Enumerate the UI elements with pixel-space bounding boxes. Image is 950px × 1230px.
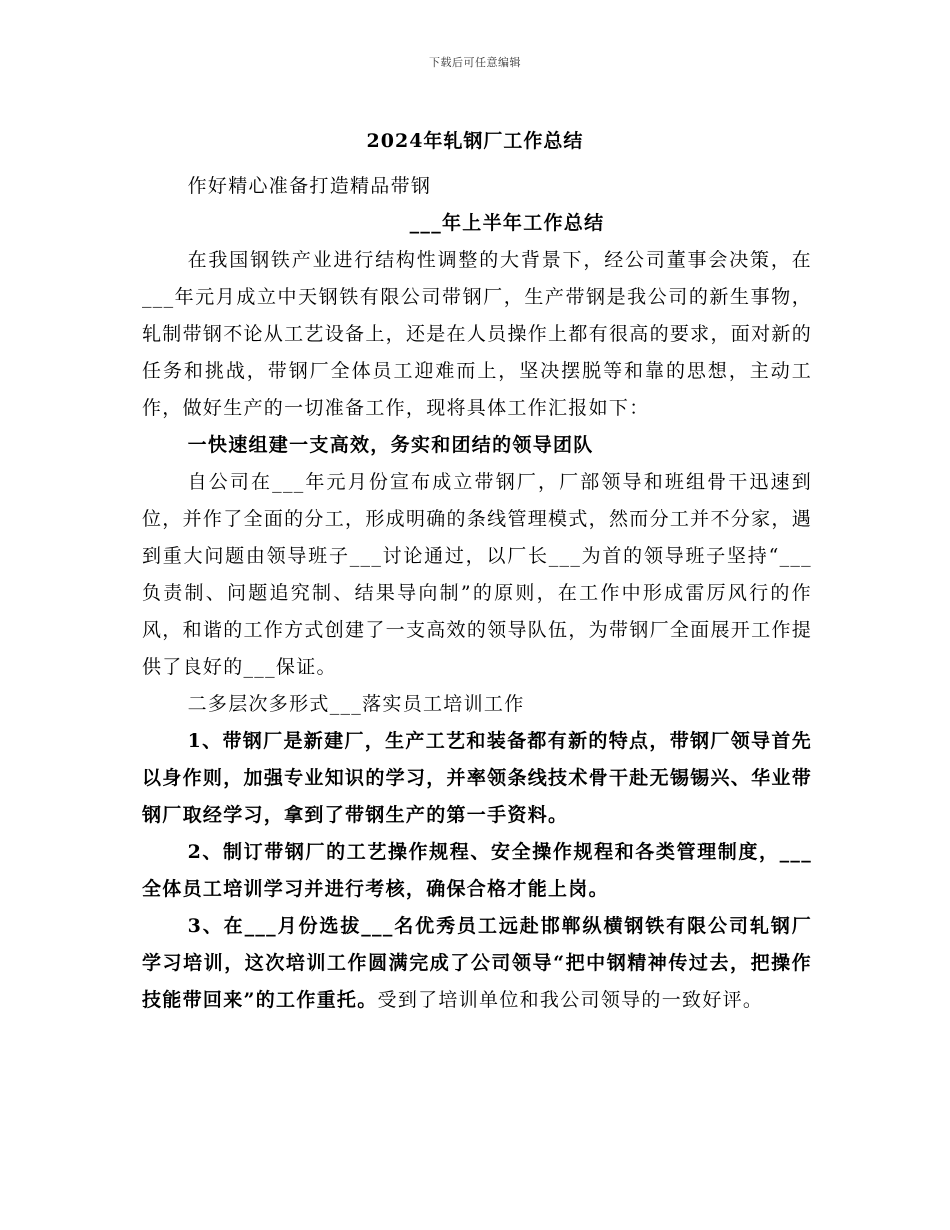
section-title: ___年上半年工作总结 [409,212,605,234]
header-note: 下载后可任意编辑 [429,56,521,69]
paragraph-training-2: 2、制订带钢厂的工艺操作规程、安全操作规程和各类管理制度，___全体员工培训学习并进行考核，确保合格才能上岗。 [142,841,812,900]
paragraph-training-3-tail: 受到了培训单位和我公司领导的一致好评。 [377,989,764,1011]
paragraph-leadership: 自公司在___年元月份宣布成立带钢厂，厂部领导和班组骨干迅速到位，并作了全面的分工，形成明确的条线管理模式，然而分工并不分家，遇到重大问题由领导班子___讨论通过，以厂长___为首的领导班子坚持“___负责制、问题追究制、结果导向制”的原则，在工作中形成雷厉风行的作风，和谐的工作方式创建了一支高效的领导队伍，为带钢厂全面展开工作提供了良好的___保证。 [142,471,812,678]
document-title: 2024年轧钢厂工作总结 [366,130,584,152]
paragraph-training-3-bold: 3、在___月份选拔___名优秀员工远赴邯郸纵横钢铁有限公司轧钢厂学习培训，这次培训工作圆满完成了公司领导“把中钢精神传过去，把操作技能带回来”的工作重托。 [142,915,812,1011]
heading-leadership-team: 一快速组建一支高效，务实和团结的领导团队 [187,434,594,456]
paragraph-intro: 在我国钢铁产业进行结构性调整的大背景下，经公司董事会决策，在___年元月成立中天钢铁有限公司带钢厂，生产带钢是我公司的新生事物，轧制带钢不论从工艺设备上，还是在人员操作上都有很高的要求，面对新的任务和挑战，带钢厂全体员工迎难而上，坚决摆脱等和靠的思想，主动工作，做好生产的一切准备工作，现将具体工作汇报如下： [142,249,812,419]
paragraph-training-1: 1、带钢厂是新建厂，生产工艺和装备都有新的特点，带钢厂领导首先以身作则，加强专业知识的学习，并率领条线技术骨干赴无锡锡兴、华业带钢厂取经学习，拿到了带钢生产的第一手资料。 [142,730,812,826]
subtitle-line: 作好精心准备打造精品带钢 [187,175,432,197]
document-body [142,168,812,1019]
heading-training: 二多层次多形式___落实员工培训工作 [187,693,525,715]
paragraph-training-3 [142,908,812,1019]
